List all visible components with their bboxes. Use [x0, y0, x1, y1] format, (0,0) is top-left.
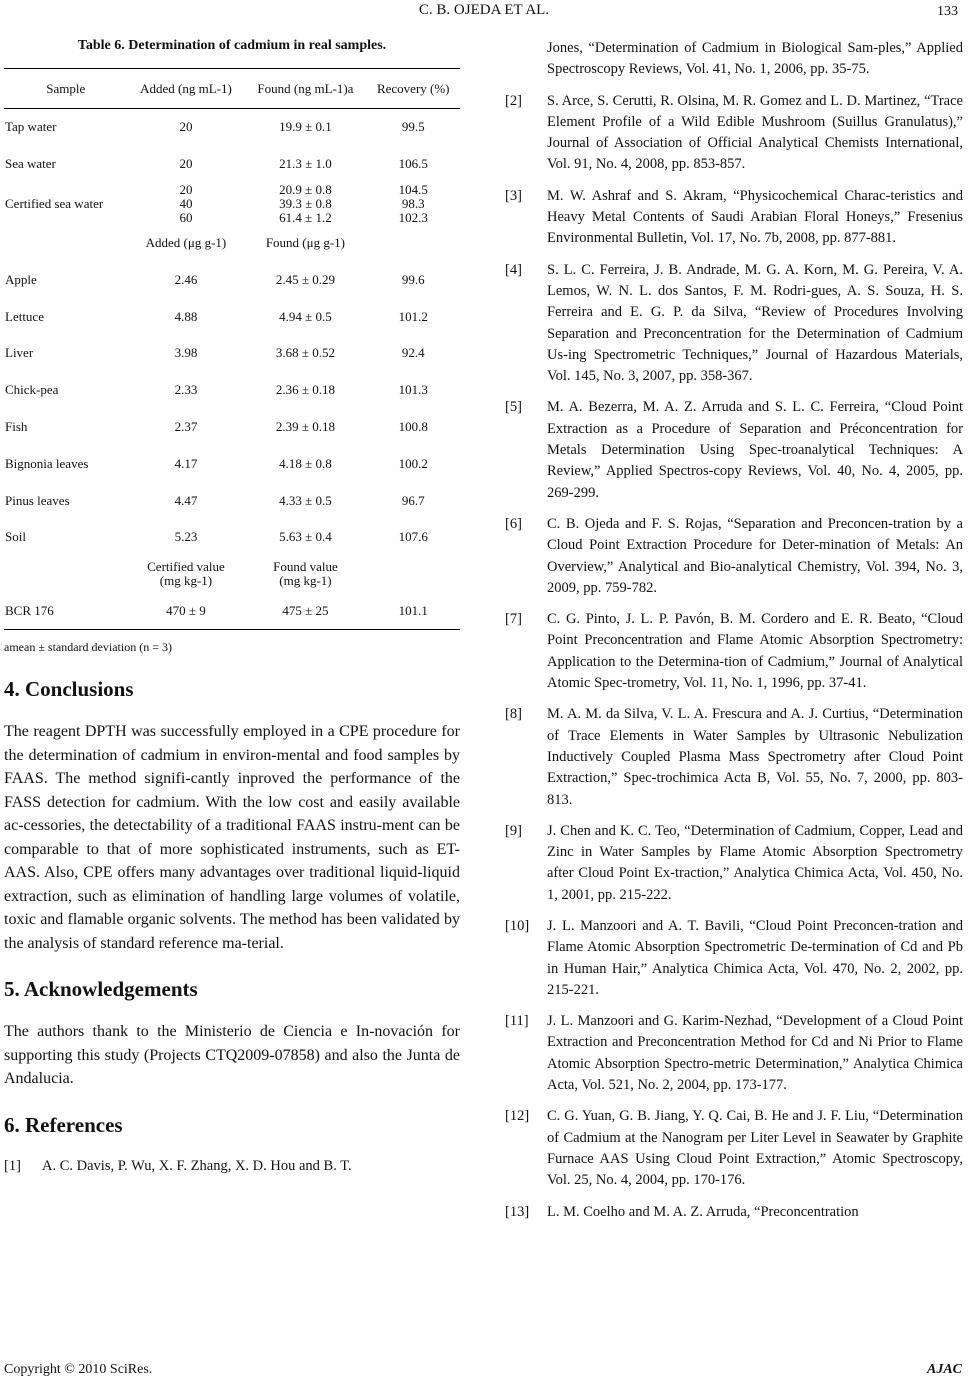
- table-cell: 4.18 ± 0.8: [279, 455, 332, 471]
- table-cell: 20: [179, 119, 193, 135]
- table-cell: 3.98: [174, 345, 198, 361]
- table-body: [4, 109, 460, 630]
- table-cell: Fish: [5, 418, 28, 434]
- table-row: [4, 593, 460, 630]
- running-title: C. B. OJEDA ET AL.: [418, 2, 550, 18]
- reference-item: [505, 609, 963, 694]
- table-cell: 2.33: [174, 382, 198, 398]
- table-header-row: [4, 69, 460, 109]
- table-row: [4, 261, 460, 298]
- table-cell: Sea water: [5, 156, 56, 172]
- table-row: [4, 298, 460, 335]
- table-row: [4, 183, 460, 225]
- table-cell: 21.3 ± 1.0: [279, 156, 332, 172]
- table-cell: 2.37: [174, 418, 198, 434]
- table-cell: [367, 225, 461, 262]
- reference-number: [3]: [505, 187, 522, 204]
- table-row: [4, 225, 460, 262]
- table-row: [4, 519, 460, 556]
- reference-item: [505, 1106, 963, 1191]
- table-cell: Soil: [5, 529, 26, 545]
- reference-continuation: Jones, “Determination of Cadmium in Biological Sam-ples,” Applied Spectroscopy Reviews, Vol. 41, No. 1, 2006, pp. 35-75.: [547, 40, 963, 78]
- table-cell: 101.3: [398, 382, 428, 398]
- reference-text: L. M. Coelho and M. A. Z. Arruda, “Preconcentration: [547, 1203, 859, 1220]
- acknowledgements-text: The authors thank to the Ministerio de Ciencia e In-novación for supporting this study (Projects CTQ2009-07858) and also the Junta de Andalucia.: [4, 1023, 460, 1088]
- table-cell: Added (μg g-1): [145, 234, 227, 250]
- reference-text: S. L. C. Ferreira, J. B. Andrade, M. G. A. Korn, M. G. Pereira, V. A. Lemos, W. N. L. dos Santos, F. M. Rodri-gues, A. S. Souza, H. S. Ferreira and E. G. P. da Silva, “Review of Procedures Involving Separation and Preconcentration for the Determination of Cadmium Us-ing Spectrometric Techniques,” Journal of Hazardous Materials, Vol. 145, No. 3, 2007, pp. 358-367.: [547, 261, 963, 385]
- reference-text: M. W. Ashraf and S. Akram, “Physicochemical Charac-teristics and Heavy Metal Contents of Saudi Arabian Floral Honeys,” Fresenius Environmental Bulletin, Vol. 17, No. 7b, 2008, pp. 877-881.: [547, 187, 963, 247]
- reference-item: [505, 397, 963, 503]
- table-cell: Lettuce: [5, 308, 44, 324]
- table-row: [4, 372, 460, 409]
- journal-abbrev: AJAC: [926, 1362, 962, 1377]
- table-cell: 107.6: [398, 529, 428, 545]
- table-cell: 19.9 ± 0.1: [279, 119, 332, 135]
- reference-text: C. B. Ojeda and F. S. Rojas, “Separation and Preconcen-tration by a Cloud Point Extraction Procedure for Deter-mination of Metals: An Overview,” Analytical and Bio-analytical Chemistry, Vol. 394, No. 3, 2009, pp. 759-782.: [547, 515, 963, 596]
- table-cell: 4.47: [174, 492, 198, 508]
- reference-text: A. C. Davis, P. Wu, X. F. Zhang, X. D. Hou and B. T.: [42, 1157, 352, 1174]
- table-cell: 3.68 ± 0.52: [275, 345, 335, 361]
- table-cell: BCR 176: [5, 602, 54, 618]
- table-cell: 101.2: [398, 308, 428, 324]
- right-column: [505, 38, 963, 1233]
- acknowledgements-heading: 5. Acknowledgements: [4, 977, 198, 1002]
- table-cell: 20.9 ± 0.8 39.3 ± 0.8 61.4 ± 1.2: [279, 181, 332, 225]
- table-cell: 470 ± 9: [166, 602, 206, 618]
- table-cell: 101.1: [398, 602, 428, 618]
- table-cell: 99.5: [401, 119, 425, 135]
- table-cell: 2.46: [174, 271, 198, 287]
- table-cell: 104.5 98.3 102.3: [398, 181, 428, 225]
- reference-item: [505, 514, 963, 599]
- reference-number: [1]: [4, 1157, 21, 1174]
- column-header: Added (ng mL-1): [140, 81, 232, 96]
- copyright-notice: Copyright © 2010 SciRes.: [4, 1362, 153, 1377]
- reference-number: [12]: [505, 1108, 530, 1125]
- reference-number: [11]: [505, 1013, 529, 1030]
- table-row: [4, 335, 460, 372]
- table-cell: 100.2: [398, 455, 428, 471]
- table-cell: Apple: [5, 271, 37, 287]
- reference-list: [505, 91, 963, 1223]
- table-caption: Table 6. Determination of cadmium in real samples.: [77, 38, 387, 53]
- table-cell: 106.5: [398, 156, 428, 172]
- reference-item: [505, 1202, 963, 1223]
- reference-number: [4]: [505, 261, 522, 278]
- table-row: [4, 556, 460, 593]
- table-cell: Chick-pea: [5, 382, 59, 398]
- table-cell: 4.33 ± 0.5: [279, 492, 332, 508]
- reference-number: [7]: [505, 611, 522, 628]
- reference-text: C. G. Yuan, G. B. Jiang, Y. Q. Cai, B. He and J. F. Liu, “Determination of Cadmium at the Nanogram per Liter Level in Seawater by Graphite Furnace AAS Using Cloud Point Extraction,” Atomic Spectroscopy, Vol. 25, No. 4, 2004, pp. 170-176.: [547, 1108, 963, 1189]
- table-cell: 4.17: [174, 455, 198, 471]
- conclusions-heading: 4. Conclusions: [4, 677, 134, 702]
- table-cell: 475 ± 25: [282, 602, 329, 618]
- column-header: Found (ng mL-1)a: [257, 81, 354, 96]
- reference-number: [6]: [505, 515, 522, 532]
- reference-number: [5]: [505, 399, 522, 416]
- table-cell: 5.23: [174, 529, 198, 545]
- reference-item: [505, 1011, 963, 1096]
- table-cell: 2.36 ± 0.18: [275, 382, 335, 398]
- column-header: Recovery (%): [376, 81, 450, 96]
- table-row: [4, 482, 460, 519]
- table-cell: 4.88: [174, 308, 198, 324]
- reference-number: [9]: [505, 822, 522, 839]
- left-column: [4, 38, 460, 1177]
- table-cell: Bignonia leaves: [5, 455, 89, 471]
- table-cell: 96.7: [401, 492, 425, 508]
- reference-item: [4, 1156, 460, 1177]
- table-cell: [367, 556, 461, 593]
- table-cell: 4.94 ± 0.5: [279, 308, 332, 324]
- table-cell: Found (μg g-1): [265, 234, 346, 250]
- reference-item: [505, 91, 963, 176]
- results-table: [4, 68, 460, 630]
- table-row: [4, 409, 460, 446]
- reference-item: [505, 260, 963, 388]
- table-cell: 100.8: [398, 418, 428, 434]
- reference-text: J. L. Manzoori and A. T. Bavili, “Cloud Point Preconcen-tration and Flame Atomic Absorption Spectrometric De-termination of Cd and Pb in Human Hair,” Analytica Chimica Acta, Vol. 470, No. 2, 2002, pp. 215-221.: [547, 917, 963, 998]
- reference-item: [505, 704, 963, 810]
- table-cell: Found value (mg kg-1): [273, 559, 338, 589]
- table-row: [4, 445, 460, 482]
- reference-number: [10]: [505, 917, 530, 934]
- table-cell: 20: [179, 156, 193, 172]
- table-cell: 99.6: [401, 271, 425, 287]
- reference-item: [505, 821, 963, 906]
- table-cell: Liver: [5, 345, 34, 361]
- reference-text: S. Arce, S. Cerutti, R. Olsina, M. R. Gomez and L. D. Martinez, “Trace Element Profile of a Wild Edible Mushroom (Suillus Granulatus),” Journal of Association of Official Analytical Chemists International, Vol. 91, No. 4, 2008, pp. 853-857.: [547, 92, 963, 173]
- table-cell: Tap water: [5, 119, 57, 135]
- table-footnote: amean ± standard deviation (n = 3): [4, 640, 172, 655]
- page-number: 133: [937, 4, 958, 19]
- reference-number: [2]: [505, 92, 522, 109]
- table-cell: Certified sea water: [5, 195, 104, 211]
- table-cell: Certified value (mg kg-1): [147, 559, 225, 589]
- table-cell: 2.45 ± 0.29: [275, 271, 335, 287]
- reference-number: [8]: [505, 706, 522, 723]
- reference-text: J. Chen and K. C. Teo, “Determination of Cadmium, Copper, Lead and Zinc in Water Samples by Flame Atomic Absorption Spectrometry after Cloud Point Ex-traction,” Analytica Chimica Acta, Vol. 450, No. 1, 2001, pp. 215-222.: [547, 822, 963, 903]
- reference-text: M. A. M. da Silva, V. L. A. Frescura and A. J. Curtius, “Determination of Trace Elements in Water Samples by Ultrasonic Nebulization Inductively Coupled Plasma Mass Spectrometry after Cloud Point Extraction,” Spec-trochimica Acta B, Vol. 55, No. 7, 2000, pp. 803-813.: [547, 706, 963, 808]
- reference-item: [505, 916, 963, 1001]
- table-cell: [4, 225, 128, 262]
- table-row: [4, 146, 460, 183]
- references-heading: 6. References: [4, 1112, 123, 1137]
- reference-text: M. A. Bezerra, M. A. Z. Arruda and S. L. C. Ferreira, “Cloud Point Extraction as a Procedure of Separation and Préconcentration for Metals Determination Using Spec-troanalytical Techniques: A Review,” Applied Spectros-copy Reviews, Vol. 40, No. 4, 2005, pp. 269-299.: [547, 399, 963, 501]
- reference-item: [505, 186, 963, 250]
- table-row: [4, 109, 460, 146]
- table-cell: 2.39 ± 0.18: [275, 418, 335, 434]
- reference-text: C. G. Pinto, J. L. P. Pavón, B. M. Cordero and E. R. Beato, “Cloud Point Preconcentration and Flame Atomic Absorption Spectrometry: Application to the Determina-tion of Cadmium,” Journal of Analytical Atomic Spec-trometry, Vol. 11, No. 1, 1996, pp. 37-41.: [547, 611, 963, 692]
- table-cell: [4, 556, 128, 593]
- table-cell: Pinus leaves: [5, 492, 70, 508]
- table-cell: 92.4: [401, 345, 425, 361]
- table-cell: 5.63 ± 0.4: [279, 529, 332, 545]
- reference-text: J. L. Manzoori and G. Karim-Nezhad, “Development of a Cloud Point Extraction and Preconcentration Method for Cd and Ni Prior to Flame Atomic Absorption Spectro-metric Determination,” Analytica Chimica Acta, Vol. 521, No. 2, 2004, pp. 173-177.: [547, 1013, 963, 1094]
- table-cell: 20 40 60: [179, 181, 193, 225]
- conclusions-text: The reagent DPTH was successfully employed in a CPE procedure for the determination of cadmium in environ-mental and food samples by FAAS. The method signifi-cantly inproved the performance of the FASS detection for cadmium. With the low cost and easily available ac-cessories, the detectability of a traditional FAAS instru-ment can be comparable to that of more sophisticated instruments, such as ET-AAS. Also, CPE offers many advantages over traditional liquid-liquid extraction, such as elimination of handling large volumes of volatile, toxic and flamable organic solvents. The method has been validated by the analysis of standard reference ma-terial.: [4, 723, 460, 952]
- reference-number: [13]: [505, 1203, 530, 1220]
- column-header: Sample: [46, 81, 86, 96]
